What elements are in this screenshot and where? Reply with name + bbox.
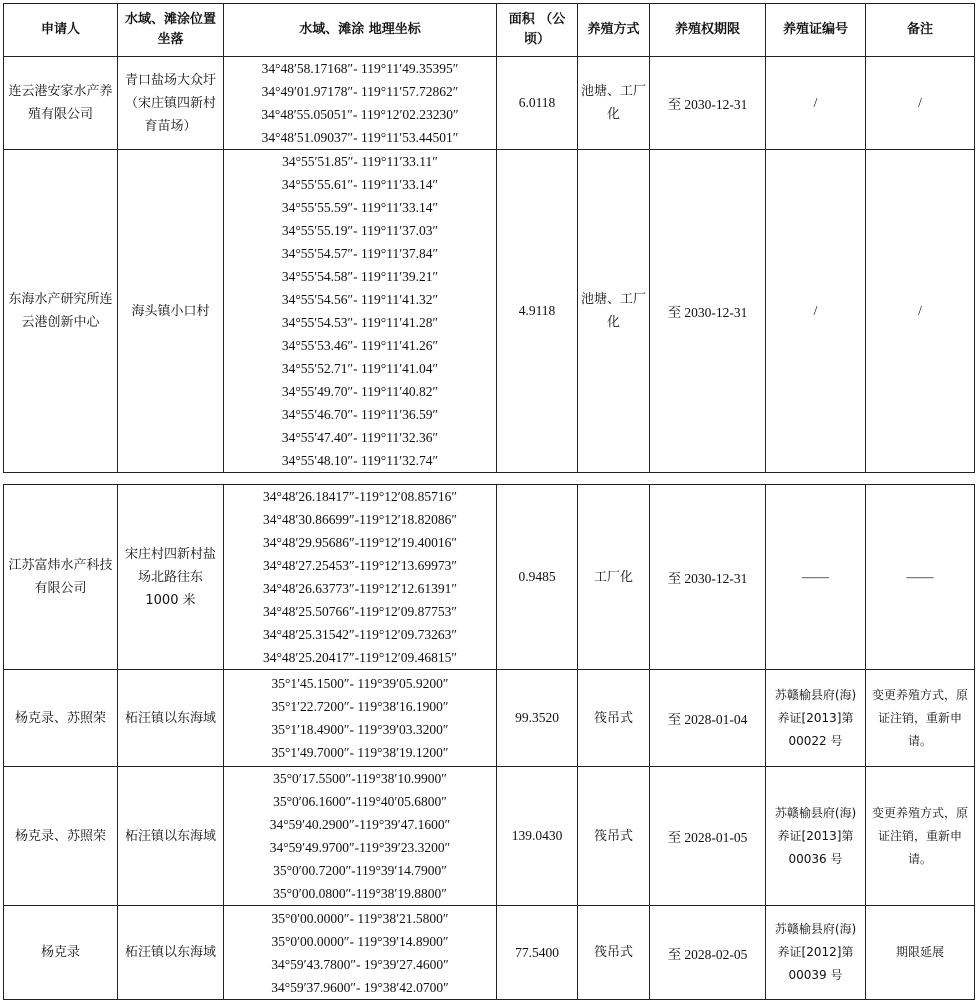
coordinate-line: 34°55′55.19″- 119°11′37.03″	[281, 223, 439, 238]
applicant-cell: 东海水产研究所连云港创新中心	[4, 150, 118, 473]
method-cell: 筏吊式	[578, 767, 650, 906]
header-remark: 备注	[866, 4, 975, 57]
header-cert-no: 养殖证编号	[766, 4, 866, 57]
coordinate-line: 34°48′30.86699″-119°12′18.82086″	[263, 512, 457, 527]
applicant-cell: 杨克录、苏照荣	[4, 767, 118, 906]
remark-cell: 变更养殖方式，原证注销，重新申请。	[866, 670, 975, 767]
header-location: 水域、滩涂位置坐落	[118, 4, 224, 57]
coordinate-line: 34°55′47.40″- 119°11′32.36″	[281, 430, 439, 445]
applicant-cell: 杨克录	[4, 906, 118, 1000]
coordinate-line: 34°49′01.97178″- 119°11′57.72862″	[261, 84, 459, 99]
header-coordinates: 水域、滩涂 地理坐标	[224, 4, 497, 57]
term-cell: 至 2028-02-05	[650, 906, 766, 1000]
coordinate-line: 34°48′51.09037″- 119°11′53.44501″	[261, 130, 459, 145]
coordinate-line: 34°55′54.53″- 119°11′41.28″	[281, 315, 439, 330]
applicant-cell: 连云港安家水产养殖有限公司	[4, 57, 118, 150]
location-cell: 青口盐场大众圩（宋庄镇四新村育苗场）	[118, 57, 224, 150]
cert-no-cell: 苏赣榆县府(海)养证[2012]第 00039 号	[766, 906, 866, 1000]
area-cell: 139.0430	[497, 767, 578, 906]
coordinate-line: 34°55′53.46″- 119°11′41.26″	[281, 338, 439, 353]
coordinate-line: 34°59′43.7800″- 19°39′27.4600″	[271, 956, 449, 972]
term-cell: 至 2030-12-31	[650, 57, 766, 150]
remark-cell: 变更养殖方式，原证注销，重新申请。	[866, 767, 975, 906]
table-row	[4, 150, 975, 473]
coordinate-line: 34°55′54.56″- 119°11′41.32″	[281, 292, 439, 307]
coordinate-line: 34°48′29.95686″-119°12′19.40016″	[263, 535, 457, 550]
area-cell: 77.5400	[497, 906, 578, 1000]
coordinate-line: 35°0′00.0000″- 119°39′14.8900″	[271, 933, 449, 949]
header-term: 养殖权期限	[650, 4, 766, 57]
location-cell: 宋庄村四新村盐场北路往东 1000 米	[118, 485, 224, 670]
coordinate-line: 34°59′37.9600″- 19°38′42.0700″	[271, 979, 449, 995]
cert-no-cell: 苏赣榆县府(海)养证[2013]第 00036 号	[766, 767, 866, 906]
method-cell: 筏吊式	[578, 670, 650, 767]
coordinates-cell	[224, 670, 497, 767]
applicant-cell: 江苏富炜水产科技有限公司	[4, 485, 118, 670]
term-cell: 至 2030-12-31	[650, 150, 766, 473]
coordinate-line: 34°48′58.17168″- 119°11′49.35395″	[261, 61, 459, 76]
area-cell: 6.0118	[497, 57, 578, 150]
area-cell: 4.9118	[497, 150, 578, 473]
coordinates-cell	[224, 150, 497, 473]
coordinate-line: 34°55′48.10″- 119°11′32.74″	[281, 453, 439, 468]
header-area: 面积 （公顷）	[497, 4, 578, 57]
coordinates-cell	[224, 906, 497, 1000]
cert-no-cell: ——	[766, 485, 866, 670]
coordinate-line: 34°59′49.9700″-119°39′23.3200″	[269, 840, 451, 855]
method-cell: 池塘、工厂化	[578, 57, 650, 150]
header-row	[4, 4, 975, 57]
location-cell: 柘汪镇以东海域	[118, 670, 224, 767]
coordinates-cell	[224, 767, 497, 906]
coordinate-line: 35°1′49.7000″- 119°38′19.1200″	[271, 745, 449, 760]
table-row	[4, 670, 975, 767]
term-cell: 至 2028-01-05	[650, 767, 766, 906]
aquaculture-table-part-1	[3, 3, 975, 473]
location-cell: 柘汪镇以东海域	[118, 906, 224, 1000]
coordinate-line: 34°48′25.50766″-119°12′09.87753″	[263, 604, 457, 619]
coordinate-line: 35°0′00.7200″-119°39′14.7900″	[273, 863, 447, 878]
coordinate-line: 34°48′27.25453″-119°12′13.69973″	[263, 558, 457, 573]
header-applicant: 申请人	[4, 4, 118, 57]
location-cell: 海头镇小口村	[118, 150, 224, 473]
coordinate-line: 34°55′54.58″- 119°11′39.21″	[281, 269, 439, 284]
coordinate-line: 35°1′22.7200″- 119°38′16.1900″	[271, 699, 449, 714]
coordinate-line: 34°55′52.71″- 119°11′41.04″	[281, 361, 439, 376]
term-cell: 至 2030-12-31	[650, 485, 766, 670]
coordinate-line: 34°55′55.59″- 119°11′33.14″	[281, 200, 439, 215]
coordinate-line: 35°1′18.4900″- 119°39′03.3200″	[271, 722, 449, 737]
method-cell: 池塘、工厂化	[578, 150, 650, 473]
coordinate-line: 34°55′54.57″- 119°11′37.84″	[281, 246, 439, 261]
coordinate-line: 34°59′40.2900″-119°39′47.1600″	[269, 817, 451, 832]
cert-no-cell: /	[766, 57, 866, 150]
header-method: 养殖方式	[578, 4, 650, 57]
coordinate-line: 35°0′17.5500″-119°38′10.9900″	[273, 771, 447, 786]
table-row	[4, 767, 975, 906]
coordinate-line: 34°48′26.63773″-119°12′12.61391″	[263, 581, 457, 596]
applicant-cell: 杨克录、苏照荣	[4, 670, 118, 767]
table-row	[4, 57, 975, 150]
coordinate-line: 35°0′06.1600″-119°40′05.6800″	[273, 794, 447, 809]
location-cell: 柘汪镇以东海域	[118, 767, 224, 906]
coordinate-line: 35°0′00.0000″- 119°38′21.5800″	[271, 910, 449, 926]
coordinate-line: 34°55′55.61″- 119°11′33.14″	[281, 177, 439, 192]
table-row	[4, 906, 975, 1000]
remark-cell: /	[866, 57, 975, 150]
area-cell: 99.3520	[497, 670, 578, 767]
coordinate-line: 34°48′25.20417″-119°12′09.46815″	[263, 650, 457, 665]
coordinate-line: 34°55′49.70″- 119°11′40.82″	[281, 384, 439, 399]
coordinate-line: 34°55′51.85″- 119°11′33.11″	[282, 154, 438, 169]
cert-no-cell: 苏赣榆县府(海)养证[2013]第 00022 号	[766, 670, 866, 767]
coordinates-cell	[224, 485, 497, 670]
remark-cell: /	[866, 150, 975, 473]
cert-no-cell: /	[766, 150, 866, 473]
remark-cell: ——	[866, 485, 975, 670]
method-cell: 工厂化	[578, 485, 650, 670]
coordinates-cell	[224, 57, 497, 150]
aquaculture-table-part-2	[3, 484, 975, 1000]
coordinate-line: 35°1′45.1500″- 119°39′05.9200″	[271, 676, 449, 691]
area-cell: 0.9485	[497, 485, 578, 670]
coordinate-line: 34°48′25.31542″-119°12′09.73263″	[263, 627, 457, 642]
coordinate-line: 34°48′26.18417″-119°12′08.85716″	[263, 489, 457, 504]
term-cell: 至 2028-01-04	[650, 670, 766, 767]
coordinate-line: 35°0′00.0800″-119°38′19.8800″	[273, 886, 447, 901]
remark-cell: 期限延展	[866, 906, 975, 1000]
coordinate-line: 34°55′46.70″- 119°11′36.59″	[281, 407, 439, 422]
method-cell: 筏吊式	[578, 906, 650, 1000]
coordinate-line: 34°48′55.05051″- 119°12′02.23230″	[261, 107, 459, 122]
table-row	[4, 485, 975, 670]
